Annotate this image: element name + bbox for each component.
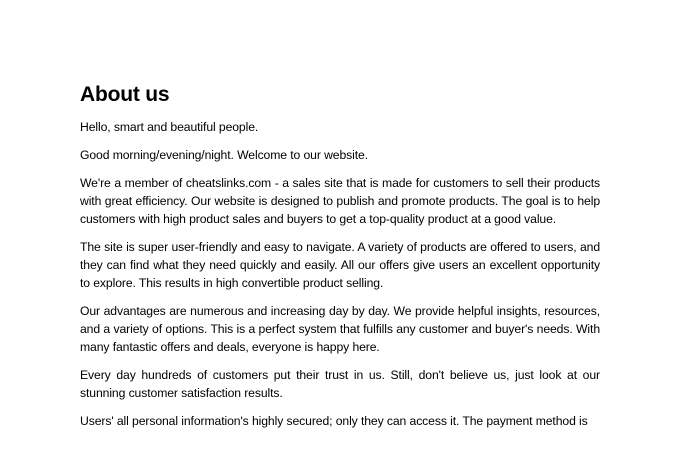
paragraph-usability: The site is super user-friendly and easy to navigate. A variety of products are offered to users, and they can find what they need quickly and easily. All our offers give users an excellent opportunity to explore. This results in high convertible product selling. — [80, 240, 600, 290]
paragraph-membership: We're a member of cheatslinks.com - a sales site that is made for customers to sell their products with great efficiency. Our website is designed to publish and promote products. The goal is to help customers with high product sales and buyers to get a top-quality product at a good value. — [80, 176, 600, 226]
paragraph-advantages: Our advantages are numerous and increasing day by day. We provide helpful insights, resources, and a variety of options. This is a perfect system that fulfills any customer and buyer's needs. With many fantastic offers and deals, everyone is happy here. — [80, 304, 600, 354]
paragraph-welcome: Good morning/evening/night. Welcome to our website. — [80, 148, 369, 162]
page-title: About us — [80, 83, 170, 106]
document-page — [80, 82, 600, 440]
paragraph-trust: Every day hundreds of customers put their trust in us. Still, don't believe us, just look at our stunning customer satisfaction results. — [80, 368, 600, 400]
paragraph-security: Users' all personal information's highly secured; only they can access it. The payment method is — [80, 414, 588, 428]
paragraph-greeting: Hello, smart and beautiful people. — [80, 120, 259, 134]
